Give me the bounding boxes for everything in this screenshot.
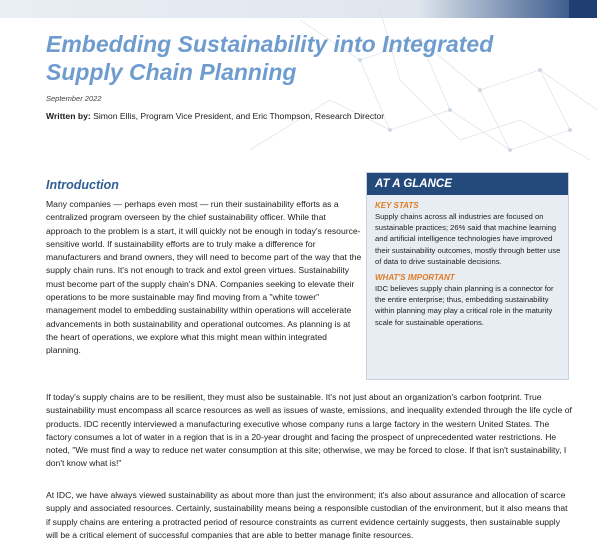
whats-important-heading: WHAT'S IMPORTANT [375,273,455,283]
publication-date: September 2022 [46,94,102,103]
body-paragraph-1: If today's supply chains are to be resilient, they must also be sustainable. It's not just about an organization's carbon footprint. True sustainability must encompass all scarce resources as well as issues of waste, emissions, and inequality extended through the life cycle of products. IDC recently interviewed a manufacturing executive whose company runs a large factory in the western United States. The factory consumes a lot of water in a region that is in a 20-year drought and facing the prospect of unprecedented water restrictions. He noted, "We must find a way to reduce net water consumption at this site; otherwise, we may be forced to close. If that isn't sustainability, I don't know what is!" [46,392,572,469]
at-a-glance-heading: AT A GLANCE [367,173,568,195]
byline-authors: Simon Ellis, Program Vice President, and Eric Thompson, Research Director [93,111,385,121]
key-stats-heading: KEY STATS [375,201,419,210]
document-title: Embedding Sustainability into Integrated Supply Chain Planning [46,31,494,85]
at-a-glance-box [366,172,569,380]
whats-important-text: IDC believes supply chain planning is a connector for the entire enterprise; thus, embedding sustainability within planning may play a critical role in the maturity scale for sustainable operations. [375,284,554,327]
background-network-graphic [0,0,597,180]
byline-label: Written by: [46,111,91,121]
introduction-heading: Introduction [46,178,119,192]
key-stats-text: Supply chains across all industries are focused on sustainable practices; 26% said that machine learning and artificial intelligence technologies have improved their sustainability outcomes, mostly through better use of data to drive sustainable decisions. [375,212,561,266]
body-paragraph-2: At IDC, we have always viewed sustainability as about more than just the environment; it's also about assurance and allocation of scarce supply and associated resources. Certainly, sustainability means being a responsible custodian of the environment, but it also means that if supply chains are entering a protracted period of resource constraints as current evidence certainly suggests, then sustainable supply will be a critical element of successful companies that are able to better manage finite resources. [46,490,568,540]
introduction-paragraph: Many companies — perhaps even most — run their sustainability efforts as a centralized program overseen by the chief sustainability officer. While that approach to the problem is a start, it will quickly not be enough in today's resource-sensitive world. If sustainability efforts are to truly make a difference for manufacturers and brand owners, they will need to become part of the way that the supply chain runs. It's not enough to track and extol green virtues. Sustainability must become part of the supply chain's DNA. Companies seeking to elevate their operations to be more sustainable may find moving from a "white tower" management model to embedding sustainability within operations will accelerate advancements in both sustainability and operational outcomes. As planning is at the heart of operations, we explore what this might mean within integrated planning. [46,199,362,356]
byline [46,111,384,121]
